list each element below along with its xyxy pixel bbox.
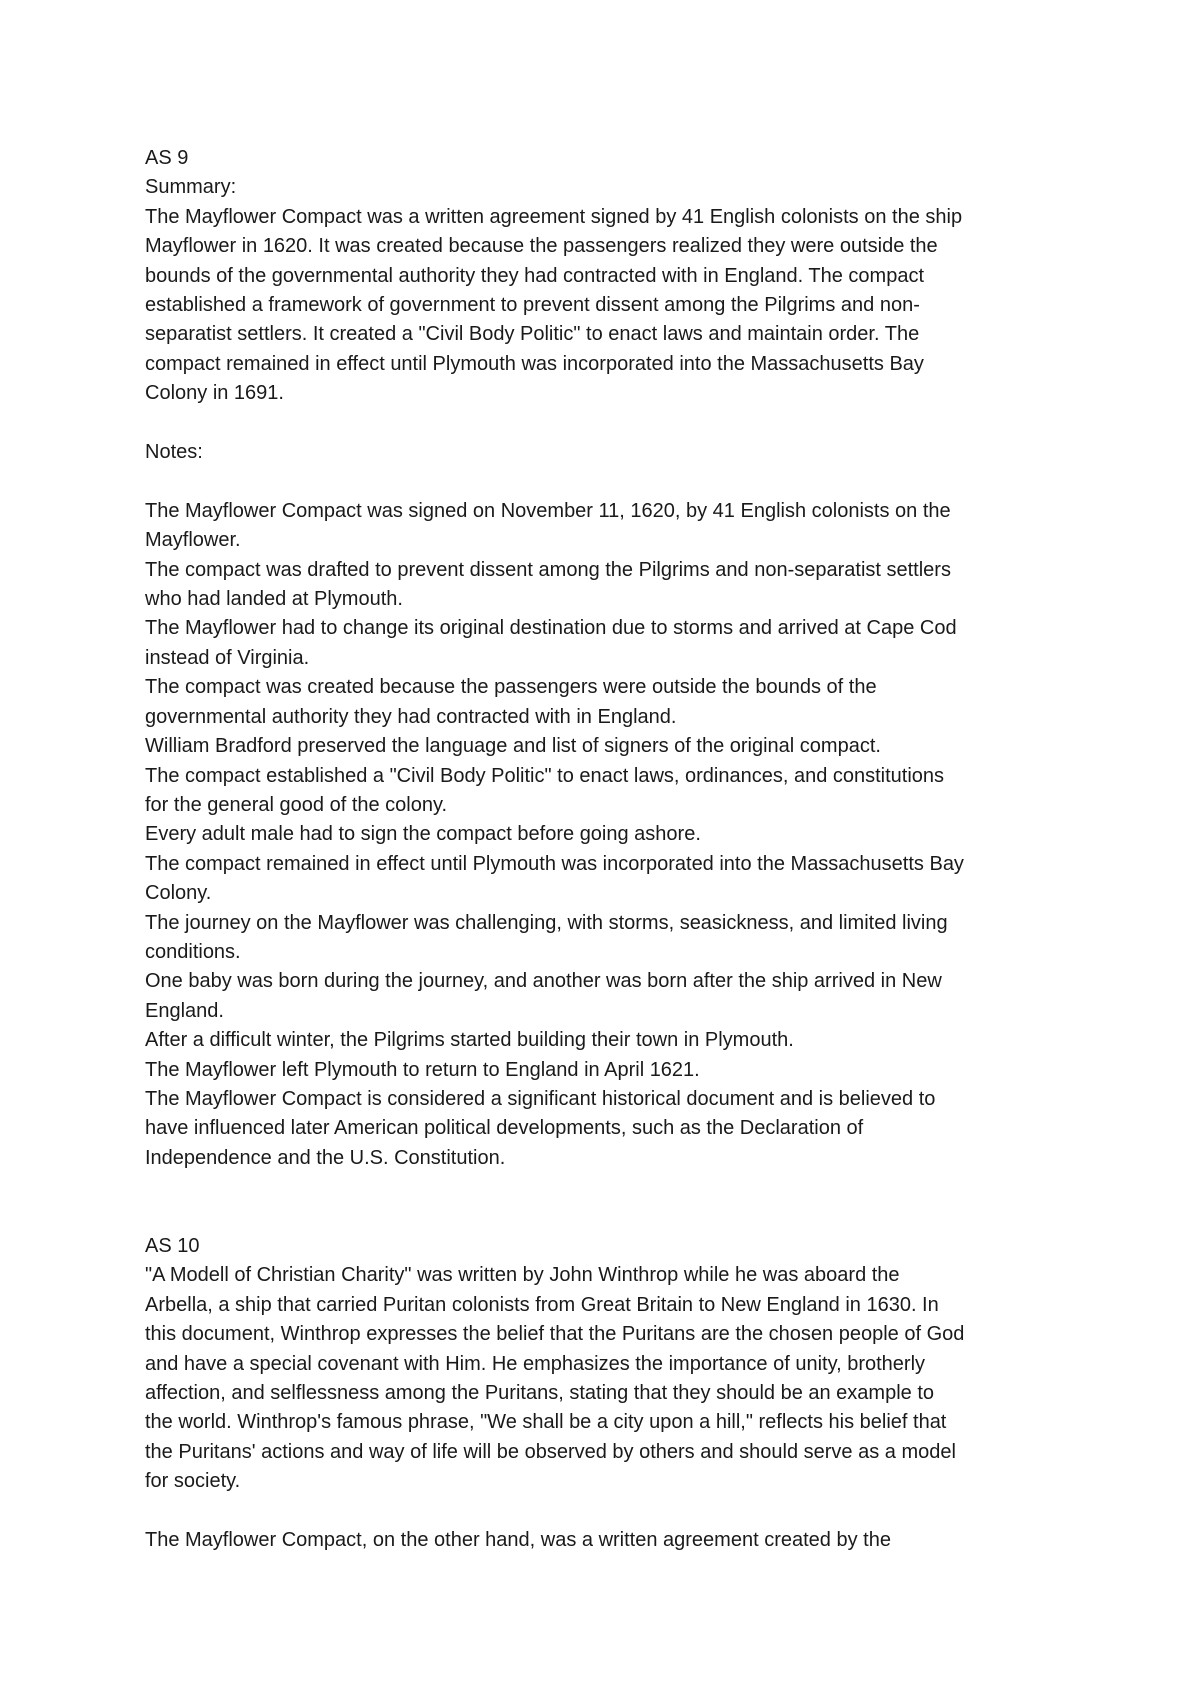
notes-line: Colony. xyxy=(145,882,212,905)
summary-line: bounds of the governmental authority they had contracted with in England. The compact xyxy=(145,264,925,287)
notes-line: The Mayflower had to change its original destination due to storms and arrived at Cape Cod xyxy=(145,617,957,640)
paragraph-line: The Mayflower Compact, on the other hand, was a written agreement created by the xyxy=(145,1529,891,1552)
document-body xyxy=(145,144,1070,1555)
notes-line: Independence and the U.S. Constitution. xyxy=(145,1146,506,1169)
notes-line: The compact was drafted to prevent dissent among the Pilgrims and non-separatist settlers xyxy=(145,558,951,581)
notes-line: Mayflower. xyxy=(145,529,241,552)
spacer xyxy=(145,467,1070,496)
notes-line: The Mayflower Compact was signed on November 11, 1620, by 41 English colonists on the xyxy=(145,499,951,522)
spacer xyxy=(145,409,1070,438)
notes-line: Every adult male had to sign the compact before going ashore. xyxy=(145,823,701,846)
paragraph-line: the world. Winthrop's famous phrase, "We shall be a city upon a hill," reflects his belief that xyxy=(145,1411,947,1434)
summary-line: The Mayflower Compact was a written agreement signed by 41 English colonists on the ship xyxy=(145,205,963,228)
spacer xyxy=(145,1173,1070,1232)
section-heading-as10: AS 10 xyxy=(145,1234,200,1257)
paragraph-line: this document, Winthrop expresses the belief that the Puritans are the chosen people of God xyxy=(145,1323,965,1346)
notes-line: One baby was born during the journey, and another was born after the ship arrived in New xyxy=(145,970,942,993)
notes-line: After a difficult winter, the Pilgrims started building their town in Plymouth. xyxy=(145,1029,794,1052)
notes-line: The compact established a "Civil Body Politic" to enact laws, ordinances, and constitutions xyxy=(145,764,945,787)
notes-line: for the general good of the colony. xyxy=(145,793,448,816)
paragraph-line: affection, and selflessness among the Puritans, stating that they should be an example to xyxy=(145,1382,935,1405)
summary-label: Summary: xyxy=(145,176,237,199)
paragraph-line: "A Modell of Christian Charity" was written by John Winthrop while he was aboard the xyxy=(145,1264,900,1287)
summary-line: established a framework of government to prevent dissent among the Pilgrims and non- xyxy=(145,294,920,317)
paragraph-line: the Puritans' actions and way of life will be observed by others and should serve as a model xyxy=(145,1440,956,1463)
summary-line: Mayflower in 1620. It was created because the passengers realized they were outside the xyxy=(145,235,938,258)
notes-line: William Bradford preserved the language and list of signers of the original compact. xyxy=(145,735,881,758)
notes-label: Notes: xyxy=(145,441,203,464)
paragraph-line: for society. xyxy=(145,1470,241,1493)
notes-line: governmental authority they had contracted with in England. xyxy=(145,705,677,728)
notes-line: who had landed at Plymouth. xyxy=(145,588,403,611)
notes-line: conditions. xyxy=(145,940,241,963)
spacer xyxy=(145,1497,1070,1526)
notes-line: The compact was created because the passengers were outside the bounds of the xyxy=(145,676,877,699)
notes-line: The compact remained in effect until Plymouth was incorporated into the Massachusetts Bay xyxy=(145,852,964,875)
summary-line: separatist settlers. It created a "Civil Body Politic" to enact laws and maintain order. The xyxy=(145,323,920,346)
notes-line: The journey on the Mayflower was challenging, with storms, seasickness, and limited living xyxy=(145,911,948,934)
notes-line: The Mayflower left Plymouth to return to England in April 1621. xyxy=(145,1058,700,1081)
notes-line: have influenced later American political developments, such as the Declaration of xyxy=(145,1117,864,1140)
summary-line: compact remained in effect until Plymouth was incorporated into the Massachusetts Bay xyxy=(145,352,924,375)
notes-line: The Mayflower Compact is considered a significant historical document and is believed to xyxy=(145,1087,936,1110)
notes-line: England. xyxy=(145,999,224,1022)
notes-line: instead of Virginia. xyxy=(145,646,310,669)
summary-line: Colony in 1691. xyxy=(145,382,284,405)
section-heading-as9: AS 9 xyxy=(145,147,189,169)
paragraph-line: and have a special covenant with Him. He emphasizes the importance of unity, brotherly xyxy=(145,1352,926,1375)
paragraph-line: Arbella, a ship that carried Puritan colonists from Great Britain to New England in 1630. In xyxy=(145,1293,939,1316)
